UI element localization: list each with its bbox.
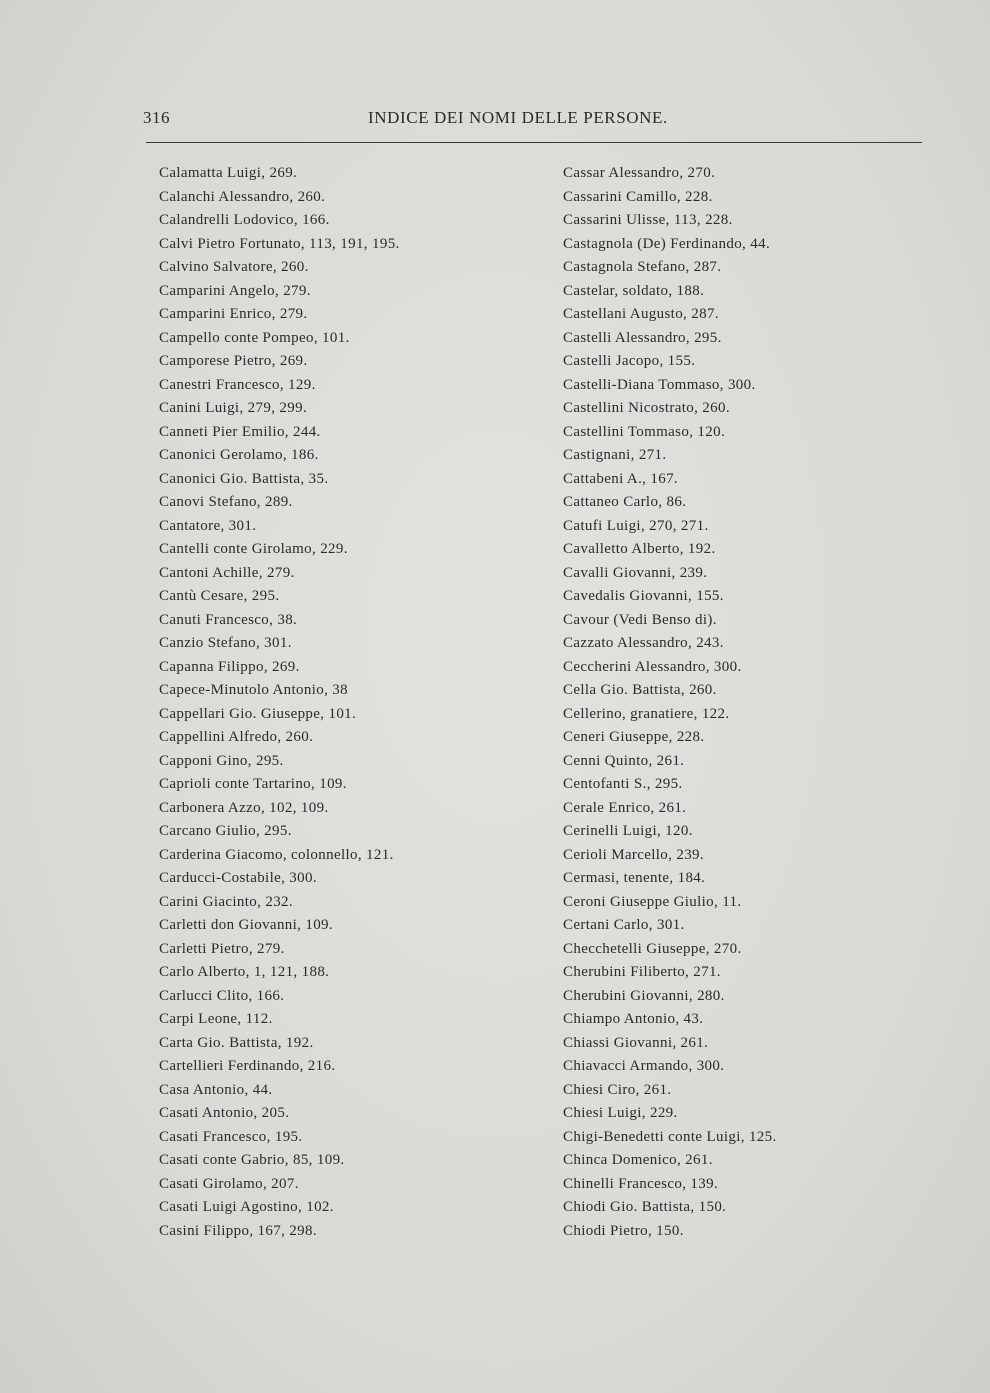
index-entry: Chiassi Giovanni, 261.: [563, 1034, 709, 1051]
index-entry: Cazzato Alessandro, 243.: [563, 635, 724, 651]
index-entry: Cherubini Filiberto, 271.: [563, 964, 721, 980]
index-entry: Catufi Luigi, 270, 271.: [563, 517, 709, 534]
index-entry: Castellini Tommaso, 120.: [563, 423, 726, 440]
index-entry: Cerioli Marcello, 239.: [563, 846, 705, 863]
index-entry: Calvi Pietro Fortunato, 113, 191, 195.: [159, 235, 400, 252]
index-entry: Ceneri Giuseppe, 228.: [563, 729, 705, 745]
index-entry: Chigi-Benedetti conte Luigi, 125.: [563, 1128, 777, 1145]
index-entry: Carlo Alberto, 1, 121, 188.: [159, 964, 330, 980]
index-entry: Carbonera Azzo, 102, 109.: [159, 799, 329, 816]
index-entry: Calanchi Alessandro, 260.: [159, 188, 326, 205]
index-entry: Chiesi Luigi, 229.: [563, 1105, 678, 1121]
index-entry: Capanna Filippo, 269.: [159, 658, 300, 675]
index-entry: Chiampo Antonio, 43.: [563, 1011, 704, 1027]
index-entry: Chinelli Francesco, 139.: [563, 1175, 719, 1192]
index-entry: Canestri Francesco, 129.: [159, 376, 316, 393]
index-entry: Cattaneo Carlo, 86.: [563, 494, 687, 510]
index-entry: Camparini Angelo, 279.: [159, 282, 311, 299]
index-entry: Canini Luigi, 279, 299.: [159, 400, 308, 416]
index-entry: Chinca Domenico, 261.: [563, 1152, 713, 1168]
index-entry: Casati Francesco, 195.: [159, 1128, 303, 1145]
page-number: 316: [143, 108, 170, 127]
index-entry: Carducci-Costabile, 300.: [159, 870, 317, 886]
index-entry: Cassarini Ulisse, 113, 228.: [563, 212, 733, 228]
index-entry: Casati Luigi Agostino, 102.: [159, 1199, 334, 1215]
index-entry: Cerinelli Luigi, 120.: [563, 823, 693, 839]
index-entry: Cellerino, granatiere, 122.: [563, 705, 730, 722]
index-entry: Centofanti S., 295.: [563, 776, 683, 792]
index-entry: Checchetelli Giuseppe, 270.: [563, 940, 742, 957]
index-entry: Castagnola (De) Ferdinando, 44.: [563, 235, 771, 252]
index-entry: Canuti Francesco, 38.: [159, 611, 298, 628]
index-entry: Casati Antonio, 205.: [159, 1105, 290, 1121]
index-entry: Cella Gio. Battista, 260.: [563, 682, 717, 698]
index-entry: Carini Giacinto, 232.: [159, 893, 293, 910]
index-entry: Casati Girolamo, 207.: [159, 1175, 299, 1192]
index-entry: Castelar, soldato, 188.: [563, 282, 705, 299]
index-entry: Cavour (Vedi Benso di).: [563, 611, 717, 628]
index-entry: Camporese Pietro, 269.: [159, 353, 308, 369]
index-entry: Cerale Enrico, 261.: [563, 799, 687, 816]
index-entry: Chiodi Pietro, 150.: [563, 1222, 684, 1239]
index-entry: Castelli-Diana Tommaso, 300.: [563, 376, 756, 393]
index-entry: Cattabeni A., 167.: [563, 470, 679, 487]
index-column-right: [563, 162, 943, 1243]
index-entry: Calamatta Luigi, 269.: [159, 165, 298, 181]
index-entry: Carletti Pietro, 279.: [159, 940, 285, 957]
index-entry: Canovi Stefano, 289.: [159, 494, 293, 510]
index-entry: Canzio Stefano, 301.: [159, 635, 292, 651]
running-title: INDICE DEI NOMI DELLE PERSONE.: [368, 108, 668, 127]
index-entry: Ceroni Giuseppe Giulio, 11.: [563, 893, 742, 910]
index-entry: Carcano Giulio, 295.: [159, 823, 292, 839]
index-entry: Canneti Pier Emilio, 244.: [159, 423, 321, 440]
index-entry: Carta Gio. Battista, 192.: [159, 1034, 314, 1051]
index-entry: Cantatore, 301.: [159, 517, 257, 534]
index-entry: Chiavacci Armando, 300.: [563, 1058, 725, 1074]
index-entry: Cermasi, tenente, 184.: [563, 870, 706, 886]
index-entry: Castelli Jacopo, 155.: [563, 353, 696, 369]
index-entry: Castignani, 271.: [563, 447, 667, 463]
index-column-left: [159, 162, 559, 1243]
index-entry: Carpi Leone, 112.: [159, 1011, 273, 1027]
index-entry: Chiodi Gio. Battista, 150.: [563, 1199, 727, 1215]
index-entry: Cenni Quinto, 261.: [563, 752, 685, 769]
index-entry: Carderina Giacomo, colonnello, 121.: [159, 846, 394, 863]
header-rule: [146, 142, 922, 143]
index-entry: Cantù Cesare, 295.: [159, 588, 280, 604]
index-entry: Cappellari Gio. Giuseppe, 101.: [159, 705, 357, 722]
index-entry: Cherubini Giovanni, 280.: [563, 987, 725, 1004]
index-entry: Cassarini Camillo, 228.: [563, 188, 713, 205]
index-entry: Cavalletto Alberto, 192.: [563, 541, 716, 557]
index-entry: Cantelli conte Girolamo, 229.: [159, 541, 348, 557]
index-entry: Camparini Enrico, 279.: [159, 306, 308, 322]
page-header: [143, 108, 923, 132]
index-entry: Cantoni Achille, 279.: [159, 564, 295, 581]
index-entry: Carlucci Clito, 166.: [159, 987, 285, 1004]
index-entry: Casini Filippo, 167, 298.: [159, 1222, 317, 1239]
index-entry: Capponi Gino, 295.: [159, 752, 284, 769]
index-entry: Calvino Salvatore, 260.: [159, 259, 309, 275]
index-entry: Canonici Gerolamo, 186.: [159, 447, 319, 463]
index-entry: Castellini Nicostrato, 260.: [563, 400, 730, 416]
index-entry: Cavedalis Giovanni, 155.: [563, 588, 724, 604]
index-entry: Cappellini Alfredo, 260.: [159, 729, 314, 745]
index-entry: Certani Carlo, 301.: [563, 917, 685, 933]
index-entry: Canonici Gio. Battista, 35.: [159, 470, 329, 487]
index-entry: Chiesi Ciro, 261.: [563, 1081, 672, 1098]
index-entry: Casa Antonio, 44.: [159, 1081, 273, 1098]
index-entry: Capece-Minutolo Antonio, 38: [159, 682, 349, 698]
index-entry: Cassar Alessandro, 270.: [563, 165, 716, 181]
index-entry: Carletti don Giovanni, 109.: [159, 917, 334, 933]
index-entry: Campello conte Pompeo, 101.: [159, 329, 350, 346]
index-entry: Caprioli conte Tartarino, 109.: [159, 776, 347, 792]
index-entry: Calandrelli Lodovico, 166.: [159, 212, 330, 228]
index-entry: Castellani Augusto, 287.: [563, 306, 719, 322]
index-entry: Ceccherini Alessandro, 300.: [563, 658, 742, 675]
index-entry: Cavalli Giovanni, 239.: [563, 564, 708, 581]
index-entry: Castagnola Stefano, 287.: [563, 259, 722, 275]
index-entry: Cartellieri Ferdinando, 216.: [159, 1058, 336, 1074]
index-entry: Casati conte Gabrio, 85, 109.: [159, 1152, 345, 1168]
index-entry: Castelli Alessandro, 295.: [563, 329, 722, 346]
